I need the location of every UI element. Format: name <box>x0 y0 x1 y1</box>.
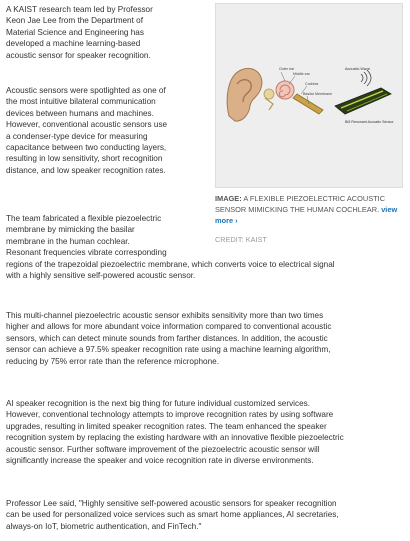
label-outer-ear: Outer ear <box>279 67 295 71</box>
text-line: can be used for personalized voice services such as smart home appliances, AI secretaries, <box>6 510 339 520</box>
text-line: regions of the trapezoidal piezoelectric membrane, which converts voice to electrical signal <box>6 259 335 269</box>
article-paragraph-1 <box>6 4 206 61</box>
text-line: However, conventional technology attempts to improve recognition rates by using software <box>6 410 334 420</box>
caption-text: A FLEXIBLE PIEZOELECTRIC ACOUSTIC <box>243 194 386 203</box>
label-acoustic-wave: Acoustic Wave <box>345 67 370 71</box>
text-line: acoustic sensor for speaker recognition. <box>6 50 151 60</box>
text-line: higher and allows for more abundant voice information compared to conventional acoustic <box>6 322 332 332</box>
text-line: capacitance between two conducting layers, <box>6 143 167 153</box>
text-line: the most intuitive bilateral communication <box>6 97 156 107</box>
figure-caption <box>215 193 405 226</box>
text-line: sensors, which can detect minute sounds from farther distances. In addition, the acoustic <box>6 333 328 343</box>
caption-text: SENSOR MIMICKING THE HUMAN COCHLEAR. <box>215 205 380 214</box>
text-line: resulting in low sensitivity, short recognition <box>6 154 163 164</box>
view-more-link[interactable]: view <box>381 205 398 214</box>
text-line: Professor Lee said, "Highly sensitive self-powered acoustic sensors for speaker recognition <box>6 499 337 508</box>
text-line: always-on IoT, biometric authentication, and FinTech." <box>6 521 202 531</box>
text-line: Acoustic sensors were spotlighted as one of <box>6 86 166 95</box>
text-line: membrane in the human cochlear. <box>6 236 130 246</box>
article-paragraph-4 <box>6 310 404 367</box>
article-paragraph-5 <box>6 398 404 466</box>
view-more-link[interactable]: more › <box>215 216 238 225</box>
text-line: a condenser-type device for measuring <box>6 131 148 141</box>
text-line: developed a machine learning-based <box>6 39 141 49</box>
article-paragraph-2 <box>6 85 206 176</box>
text-line: significantly increase the speaker and voice recognition rate in diverse environments. <box>6 456 314 466</box>
label-middle-ear: Middle ear <box>293 72 310 76</box>
text-line: Material Science and Engineering has <box>6 27 144 37</box>
image-credit: CREDIT: KAIST <box>215 235 268 244</box>
text-line: This multi-channel piezoelectric acoustic sensor exhibits sensitivity more than two times <box>6 311 324 320</box>
text-line: acoustic sensor. Further software improvement of the piezoelectric acoustic sensor will <box>6 444 320 454</box>
label-basilar-membrane: Basilar Membrane <box>303 92 333 96</box>
text-line: with a highly sensitive self-powered acoustic sensor. <box>6 271 196 281</box>
text-line: distance, and low speaker recognition rates. <box>6 165 166 175</box>
text-line: However, conventional acoustic sensors use <box>6 120 168 130</box>
text-line: The team fabricated a flexible piezoelectric <box>6 214 162 223</box>
text-line: Keon Jae Lee from the Department of <box>6 16 143 26</box>
text-line: sensor can achieve a 97.5% speaker recognition rate using a machine learning algorithm, <box>6 345 331 355</box>
text-line: devices between humans and machines. <box>6 108 154 118</box>
caption-label: IMAGE: <box>215 194 242 203</box>
text-line: recognition system by replacing the existing hardware with an innovative flexible piezoelectric <box>6 433 344 443</box>
cochlea-sensor-illustration <box>223 64 397 126</box>
text-line: reducing by 75% error rate than the reference microphone. <box>6 356 219 366</box>
text-line: upgrades, resulting in limited speaker recognition rates. The team enhanced the speaker <box>6 421 327 431</box>
text-line: AI speaker recognition is the next big thing for future individual customized services. <box>6 399 311 408</box>
article-paragraph-6 <box>6 498 404 532</box>
article-figure[interactable] <box>215 3 403 188</box>
text-line: membrane by mimicking the basilar <box>6 225 135 235</box>
label-sensor: BM Resonant Acoustic Sensor <box>345 120 394 124</box>
text-line: A KAIST research team led by Professor <box>6 5 153 14</box>
label-cochlea: Cochlea <box>305 82 319 86</box>
text-line: Resonant frequencies vibrate corresponding <box>6 248 167 258</box>
